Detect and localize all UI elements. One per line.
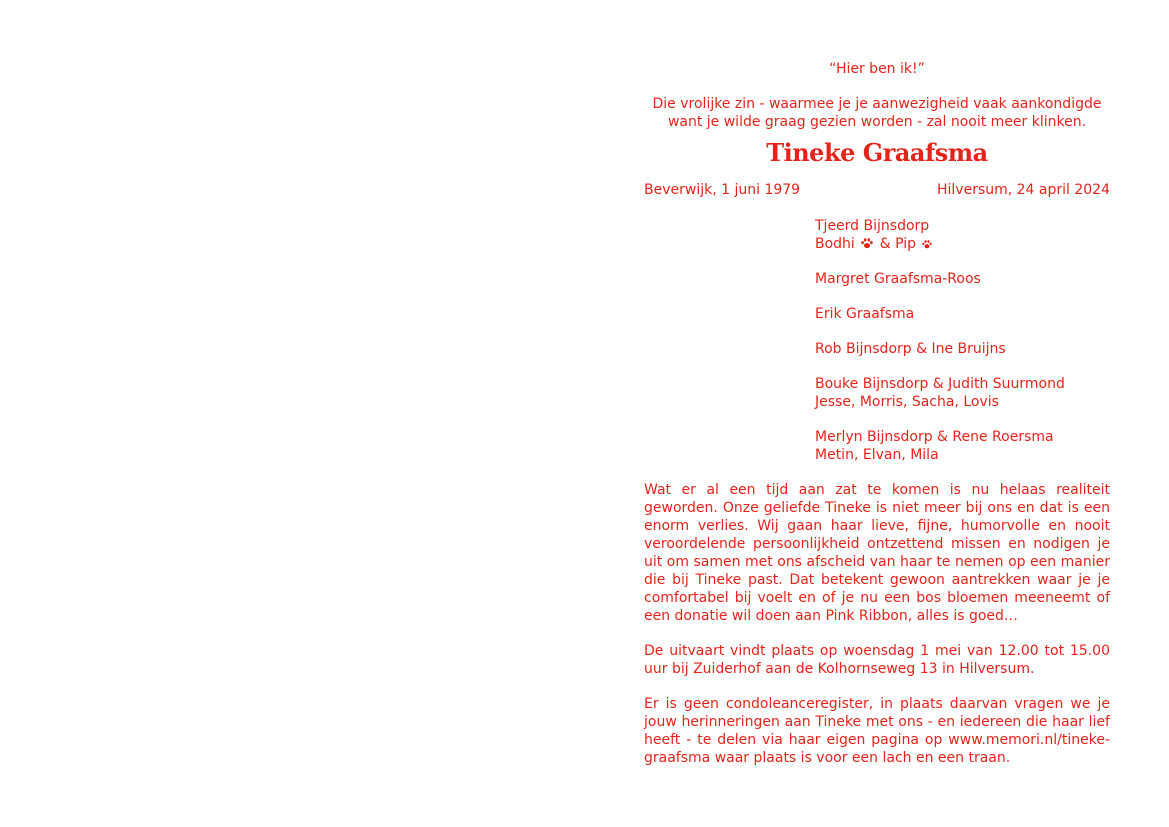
intro-text bbox=[644, 95, 1110, 131]
brother-name: Erik Graafsma bbox=[815, 306, 915, 322]
pets-line bbox=[815, 235, 1110, 253]
family-group-brother bbox=[815, 305, 1110, 323]
ampersand: & bbox=[879, 236, 891, 252]
sibling-2-names: Merlyn Bijnsdorp & Rene Roersma bbox=[815, 429, 1054, 445]
memori-paragraph: Er is geen condoleanceregister, in plaats daarvan vragen we je jouw herinneringen aan Tineke met ons - en iedereen die haar lief heeft - te delen via haar eigen pagina op www.memori.nl/tineke-graafsma waar plaats is voor een lach en een traan. bbox=[644, 696, 1110, 766]
pet-name-pip: Pip bbox=[895, 236, 917, 252]
sibling-1-names: Bouke Bijnsdorp & Judith Suurmond bbox=[815, 376, 1065, 392]
family-group-inlaws bbox=[815, 340, 1110, 358]
funeral-details-paragraph: De uitvaart vindt plaats op woensdag 1 mei van 12.00 tot 15.00 uur bij Zuiderhof aan de Kolhornseweg 13 in Hilversum. bbox=[644, 643, 1110, 677]
partner-name: Tjeerd Bijnsdorp bbox=[815, 218, 930, 234]
intro-line-1: Die vrolijke zin - waarmee je je aanwezigheid vaak aankondigde bbox=[652, 96, 1102, 112]
mother-name: Margret Graafsma-Roos bbox=[815, 271, 981, 287]
life-dates bbox=[644, 181, 1110, 199]
announcement-paragraph: Wat er al een tijd aan zat te komen is nu helaas realiteit geworden. Onze geliefde Tineke is niet meer bij ons en dat is een enorm verlies. Wij gaan haar lieve, fijne, humorvolle en nooit veroordelende persoonlijkheid ontzettend missen en nodigen je uit om samen met ons afscheid van haar te nemen op een manier die bij Tineke past. Dat betekent gewoon aantrekken waar je je comfortabel bij voelt en of je nu een bos bloemen meeneemt of een donatie wil doen aan Pink Ribbon, alles is goed… bbox=[644, 482, 1110, 624]
sibling-1-children: Jesse, Morris, Sacha, Lovis bbox=[815, 394, 999, 410]
family-group-partner bbox=[815, 217, 1110, 253]
family-list bbox=[815, 217, 1110, 464]
paw-icon bbox=[861, 238, 873, 249]
birth-date: Beverwijk, 1 juni 1979 bbox=[644, 182, 801, 198]
death-date: Hilversum, 24 april 2024 bbox=[936, 182, 1110, 198]
card-text-column bbox=[644, 60, 1110, 767]
family-group-sibling-1 bbox=[815, 375, 1110, 411]
sibling-2-children: Metin, Elvan, Mila bbox=[815, 447, 939, 463]
deceased-name: Tineke Graafsma bbox=[766, 138, 988, 167]
family-group-mother bbox=[815, 270, 1110, 288]
family-group-sibling-2 bbox=[815, 428, 1110, 464]
quote: “Hier ben ik!” bbox=[829, 61, 925, 77]
intro-line-2: want je wilde graag gezien worden - zal nooit meer klinken. bbox=[667, 114, 1087, 130]
inlaws-names: Rob Bijnsdorp & Ine Bruijns bbox=[815, 341, 1006, 357]
paw-icon bbox=[922, 240, 932, 249]
pet-name-bodhi: Bodhi bbox=[815, 236, 855, 252]
